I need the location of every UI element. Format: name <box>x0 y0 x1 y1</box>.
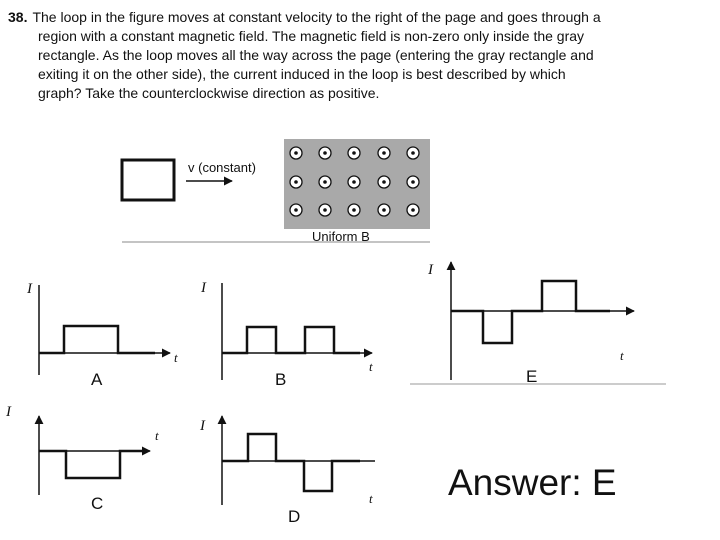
graph-e-y-label: I <box>428 262 433 278</box>
graph-c-x-label: t <box>155 428 159 443</box>
graph-b-y-label: I <box>201 280 206 296</box>
question-body: The loop in the figure moves at constant velocity to the right of the page and goes through a region with a constant magnetic field. The magnetic field is non-zero only inside the gray rectangle. As the loop moves all the way across the page (entering the gray rectangle and exiting it on the other side), the current induced in the loop is best described by which graph? Take the counterclockwise direction as positive. <box>32 9 601 101</box>
field-dot-center <box>323 180 327 184</box>
field-dot-center <box>411 180 415 184</box>
setup-figure <box>122 139 430 244</box>
field-label: Uniform B <box>312 229 370 244</box>
graph-d-letter: D <box>288 507 301 526</box>
graph-b-letter: B <box>275 370 287 389</box>
velocity-label: v (constant) <box>188 160 256 175</box>
field-dot-center <box>411 151 415 155</box>
field-dot-center <box>294 180 298 184</box>
graph-e-curve <box>451 281 610 343</box>
field-dot-center <box>294 151 298 155</box>
field-dot-center <box>352 180 356 184</box>
conducting-loop <box>122 160 174 200</box>
graph-a <box>26 281 178 389</box>
graph-e-x-label: t <box>620 348 624 363</box>
field-dot-center <box>323 151 327 155</box>
field-dot-center <box>352 208 356 212</box>
graph-d-x-label: t <box>369 491 373 506</box>
graph-e-letter: E <box>526 367 538 386</box>
graph-c-y-label: I <box>6 404 11 420</box>
graph-a-y-label: I <box>27 281 32 297</box>
field-dot-center <box>323 208 327 212</box>
graph-d-y-label: I <box>200 418 205 434</box>
graph-d <box>199 416 375 526</box>
answer-text: Answer: E <box>448 462 617 503</box>
graph-b <box>200 280 373 389</box>
graph-a-x-label: t <box>174 350 178 365</box>
graph-c-curve <box>39 451 148 478</box>
field-dot-center <box>294 208 298 212</box>
graph-e <box>410 262 666 386</box>
question-number: 38. <box>8 9 28 25</box>
graph-c <box>5 404 159 513</box>
graph-d-curve <box>222 434 360 491</box>
field-dot-center <box>382 180 386 184</box>
graph-c-letter: C <box>91 494 104 513</box>
graph-b-x-label: t <box>369 359 373 374</box>
field-dot-center <box>352 151 356 155</box>
graph-a-letter: A <box>91 370 103 389</box>
graph-b-curve <box>222 327 360 353</box>
field-dot-center <box>382 208 386 212</box>
field-dot-center <box>382 151 386 155</box>
field-dot-center <box>411 208 415 212</box>
graph-a-curve <box>39 326 155 353</box>
